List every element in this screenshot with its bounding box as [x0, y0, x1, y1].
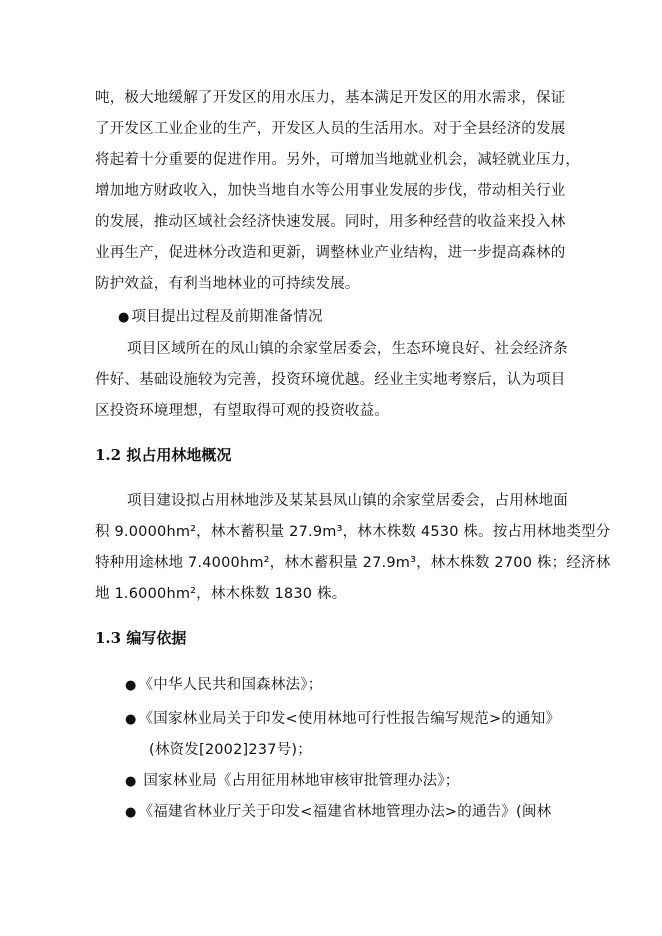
bullet-project-process [118, 307, 323, 328]
bullet-icon: ● [118, 310, 130, 325]
section-1-3-heading: 1.3 编写依据 [95, 629, 187, 647]
basis-list-item-continuation: (林资发[2002]237号)； [149, 742, 312, 758]
paragraph-3-line-3: 特种用途林地 7.4000hm²，林木蓄积量 27.9m³，林木株数 2700 株；经济林 [95, 555, 611, 571]
paragraph-2-line-2: 件好、基础设施较为完善，投资环境优越。经业主实地考察后，认为项目 [95, 372, 566, 388]
paragraph-1-line-6: 业再生产，促进林分改造和更新，调整林业产业结构，进一步提高森林的 [95, 245, 566, 261]
basis-list-item-text: 国家林业局《占用征用林地审核审批管理办法》； [138, 773, 460, 789]
paragraph-3-line-4: 地 1.6000hm²，林木株数 1830 株。 [95, 586, 347, 602]
paragraph-1-line-5: 的发展，推动区域社会经济快速发展。同时，用多种经营的收益来投入林 [95, 214, 566, 230]
basis-list-item [125, 802, 551, 823]
paragraph-1-line-7: 防护效益，有利当地林业的可持续发展。 [95, 276, 360, 292]
paragraph-3-line-2: 积 9.0000hm²，林木蓄积量 27.9m³，林木株数 4530 株。按占用林地类型分 [95, 524, 611, 540]
basis-list-item [125, 709, 560, 730]
paragraph-1-line-4: 增加地方财政收入，加快当地自水等公用事业发展的步伐，带动相关行业 [95, 183, 566, 199]
paragraph-1-line-3: 将起着十分重要的促进作用。另外，可增加当地就业机会，减轻就业压力， [95, 152, 581, 168]
paragraph-3-line-1: 项目建设拟占用林地涉及某某县凤山镇的余家堂居委会，占用林地面 [127, 493, 568, 509]
basis-list-item [125, 771, 460, 792]
basis-list-item-text: 《福建省林业厅关于印发<福建省林地管理办法>的通告》(闽林 [138, 804, 552, 820]
section-1-2-heading: 1.2 拟占用林地概况 [95, 446, 232, 464]
paragraph-2-line-1: 项目区域所在的凤山镇的余家堂居委会，生态环境良好、社会经济条 [127, 341, 568, 357]
bullet-icon: ● [125, 712, 137, 727]
bullet-project-process-text: 项目提出过程及前期准备情况 [131, 309, 323, 325]
basis-list-item-text: 《国家林业局关于印发<使用林地可行性报告编写规范>的通知》 [138, 711, 561, 727]
paragraph-1-line-2: 了开发区工业企业的生产，开发区人员的生活用水。对于全县经济的发展 [95, 121, 566, 137]
basis-list-item-text: 《中华人民共和国森林法》； [138, 677, 323, 693]
paragraph-2-line-3: 区投资环境理想，有望取得可观的投资收益。 [95, 403, 389, 419]
bullet-icon: ● [125, 678, 137, 693]
basis-list-item [125, 675, 322, 696]
paragraph-1-line-1: 吨，极大地缓解了开发区的用水压力，基本满足开发区的用水需求，保证 [95, 90, 566, 106]
bullet-icon: ● [125, 805, 137, 820]
bullet-icon: ● [125, 774, 137, 789]
